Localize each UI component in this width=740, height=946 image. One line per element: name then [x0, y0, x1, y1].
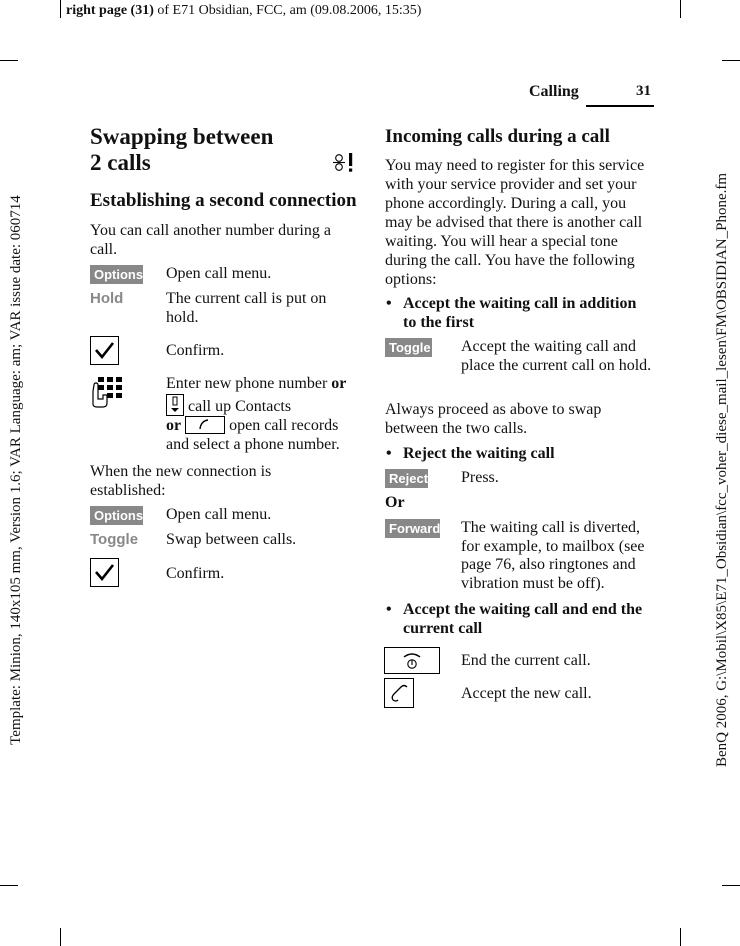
crop-mark	[680, 928, 681, 946]
header-rule	[586, 105, 654, 107]
step-description: Confirm.	[166, 342, 225, 359]
step-description: Open call menu.	[166, 265, 272, 282]
navigate-down-key-icon[interactable]	[166, 394, 184, 416]
page-number: 31	[636, 83, 651, 99]
reject-description: Press.	[461, 469, 499, 486]
crop-mark	[722, 60, 740, 61]
toggle-softkey[interactable]: Toggle	[90, 531, 139, 548]
incoming-calls-title: Incoming calls during a call	[385, 126, 610, 147]
step-description: Swap between calls.	[166, 531, 297, 548]
subsection-title: Establishing a second connection	[90, 190, 357, 211]
file-path-info: BenQ 2006, G:\Mobil\X85\E71_Obsidian\fcc_voher_diese_mail_lesen\FM\OBSIDIAN_Phone.fm	[714, 172, 730, 768]
intro-text: You can call another number during a call.	[90, 222, 331, 258]
options-softkey[interactable]: Options	[90, 265, 143, 284]
confirm-key-icon[interactable]	[90, 558, 119, 587]
toggle-description: Accept the waiting call and place the current call on hold.	[461, 338, 652, 374]
step-description: The current call is put on hold.	[166, 290, 327, 326]
hold-softkey[interactable]: Hold	[90, 290, 124, 307]
incoming-intro-text: You may need to register for this service with your service provider and set your phone accordingly. During a call, you may be advised that there is another call waiting. You will hear a special tone during the call. You have the following options:	[385, 157, 645, 288]
template-info: Template: Minion, 140x105 mm, Version 1.6; VAR Language: am; VAR issue date: 060714	[8, 195, 24, 745]
bullet-accept-in-addition: • Accept the waiting call in addition to the first	[386, 295, 637, 331]
options-softkey[interactable]: Options	[90, 506, 143, 525]
enter-number-text: Enter new phone number or call up Contacts or open call records and select a phone number.	[166, 375, 347, 453]
forward-description: The waiting call is diverted, for example, to mailbox (see page 76, also ringtones and vibration must be off).	[461, 519, 645, 592]
toggle-softkey[interactable]: Toggle	[385, 338, 432, 357]
accept-call-description: Accept the new call.	[461, 685, 592, 702]
section-title: Calling	[529, 83, 579, 100]
confirm-key-icon[interactable]	[90, 336, 119, 365]
connection-established-text: When the new connection is established:	[90, 463, 272, 499]
reject-softkey[interactable]: Reject	[385, 469, 428, 488]
end-call-key-icon[interactable]	[384, 647, 440, 674]
crop-mark	[680, 0, 681, 18]
page-title: Swapping between 2 calls	[90, 124, 274, 175]
crop-mark	[0, 885, 18, 886]
or-label: Or	[385, 494, 405, 511]
crop-mark	[722, 885, 740, 886]
crop-mark	[0, 60, 18, 61]
crop-mark	[60, 928, 61, 946]
accept-call-key-icon[interactable]	[384, 678, 414, 708]
step-description: Confirm.	[166, 565, 225, 582]
step-description: Open call menu.	[166, 506, 272, 523]
bullet-reject: • Reject the waiting call	[386, 445, 555, 462]
swap-note: Always proceed as above to swap between the two calls.	[385, 401, 602, 437]
bullet-accept-end-current: • Accept the waiting call and end the current call	[386, 601, 643, 637]
crop-mark	[60, 0, 61, 18]
call-key-icon[interactable]	[185, 416, 225, 434]
keypad-icon	[90, 376, 122, 408]
forward-softkey[interactable]: Forward	[385, 519, 440, 538]
network-service-icon	[331, 152, 356, 174]
end-call-description: End the current call.	[461, 652, 591, 669]
page-reference: right page (31) of E71 Obsidian, FCC, am (09.08.2006, 15:35)	[66, 3, 422, 18]
